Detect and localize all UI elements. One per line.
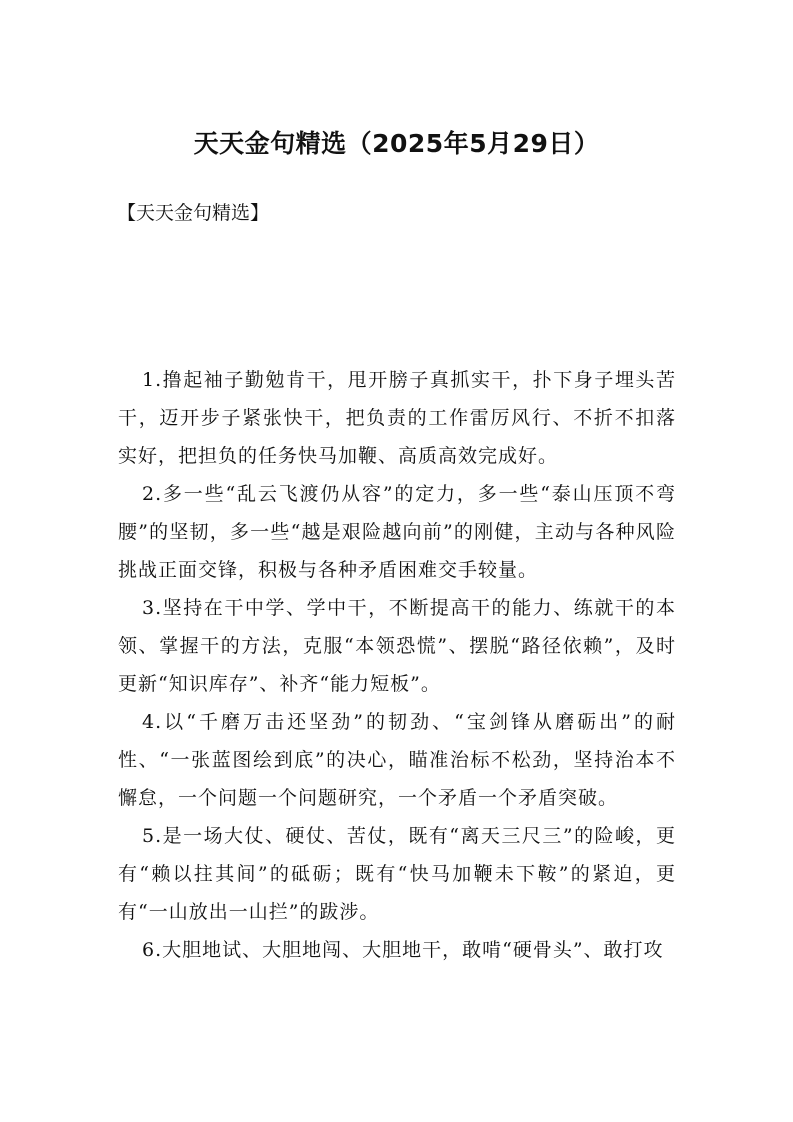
paragraph-5: 5.是一场大仗、硬仗、苦仗，既有“离天三尺三”的险峻，更有“赖以拄其间”的砥砺；既有“快马加鞭未下鞍”的紧迫，更有“一山放出一山拦”的跋涉。	[118, 825, 676, 923]
paragraph-2: 2.多一些“乱云飞渡仍从容”的定力，多一些“泰山压顶不弯腰”的坚韧，多一些“越是艰险越向前”的刚健，主动与各种风险挑战正面交锋，积极与各种矛盾困难交手较量。	[118, 483, 676, 581]
section-label: 【天天金句精选】	[117, 202, 270, 224]
document-body	[118, 361, 676, 969]
paragraph-3: 3.坚持在干中学、学中干，不断提高干的能力、练就干的本领、掌握干的方法，克服“本领恐慌”、摆脱“路径依赖”，及时更新“知识库存”、补齐“能力短板”。	[118, 597, 676, 695]
paragraph-4: 4.以“千磨万击还坚劲”的韧劲、“宝剑锋从磨砺出”的耐性、“一张蓝图绘到底”的决心，瞄准治标不松劲，坚持治本不懈怠，一个问题一个问题研究，一个矛盾一个矛盾突破。	[118, 711, 676, 809]
paragraph-1: 1.撸起袖子勤勉肯干，甩开膀子真抓实干，扑下身子埋头苦干，迈开步子紧张快干，把负责的工作雷厉风行、不折不扣落实好，把担负的任务快马加鞭、高质高效完成好。	[118, 369, 676, 467]
paragraph-6: 6.大胆地试、大胆地闯、大胆地干，敢啃“硬骨头”、敢打攻	[142, 939, 664, 961]
page-title: 天天金句精选（2025年5月29日）	[193, 129, 600, 158]
